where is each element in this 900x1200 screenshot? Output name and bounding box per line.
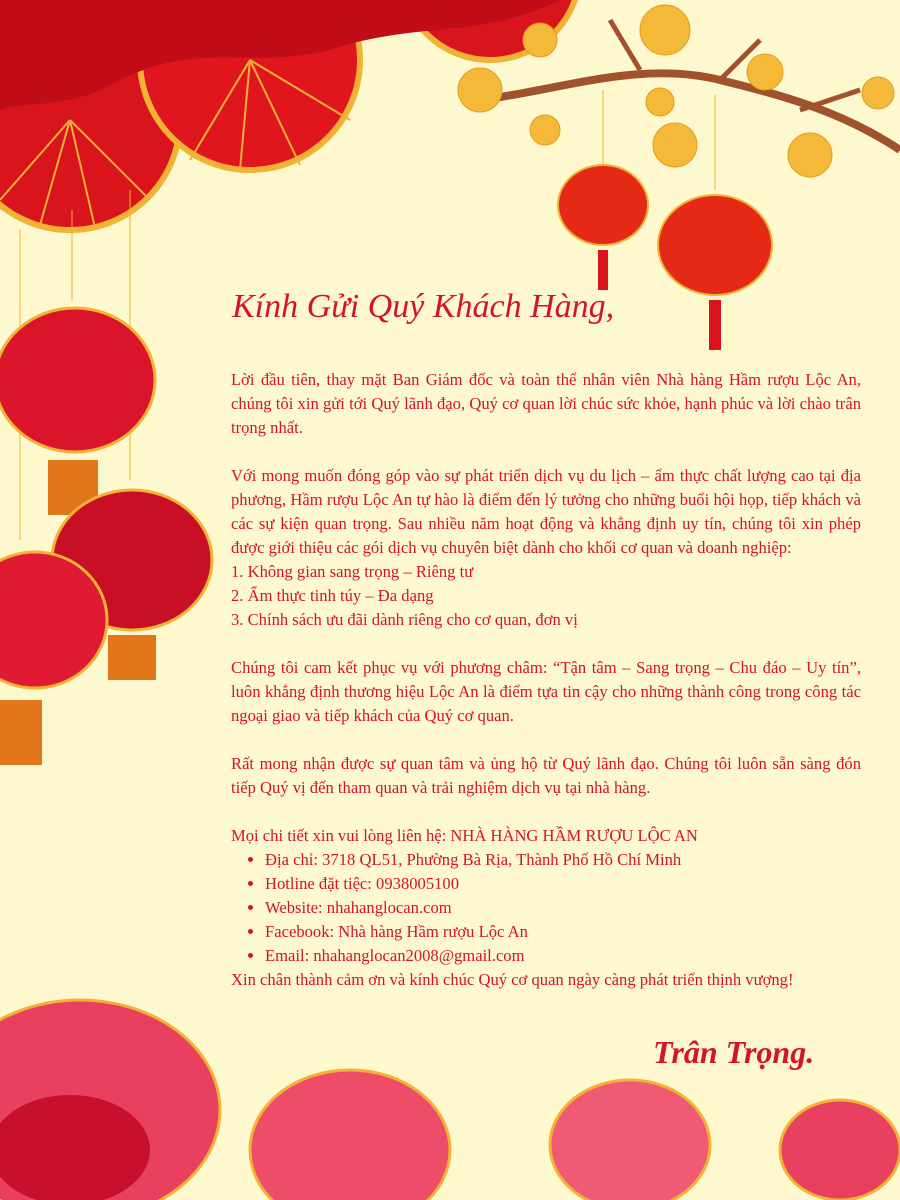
contact-address: • Địa chỉ: 3718 QL51, Phường Bà Rịa, Thành Phố Hồ Chí Minh (265, 848, 861, 872)
service-item: 2. Ẩm thực tinh túy – Đa dạng (231, 586, 434, 605)
service-item: 3. Chính sách ưu đãi dành riêng cho cơ quan, đơn vị (231, 610, 578, 629)
intro-paragraph: Lời đầu tiên, thay mặt Ban Giám đốc và toàn thể nhân viên Nhà hàng Hầm rượu Lộc An, chúng tôi xin gửi tới Quý lãnh đạo, Quý cơ quan lời chúc sức khỏe, hạnh phúc và lời chào trân trọng nhất. (231, 370, 861, 437)
contact-facebook: • Facebook: Nhà hàng Hầm rượu Lộc An (265, 920, 861, 944)
service-item: 1. Không gian sang trọng – Riêng tư (231, 562, 474, 581)
contact-hotline: • Hotline đặt tiệc: 0938005100 (265, 872, 861, 896)
lantern-cluster-icon (0, 190, 212, 765)
peony-flowers-icon (0, 1000, 900, 1200)
fan-decoration (0, 0, 580, 230)
signature: Trân Trọng. (653, 1034, 815, 1070)
contact-email: • Email: nhahanglocan2008@gmail.com (265, 944, 861, 968)
closing-line: Xin chân thành cảm ơn và kính chúc Quý cơ quan ngày càng phát triển thịnh vượng! (231, 970, 794, 989)
letter-salutation: Kính Gửi Quý Khách Hàng, (232, 288, 615, 325)
commitment-paragraph: Chúng tôi cam kết phục vụ với phương châm: “Tận tâm – Sang trọng – Chu đáo – Uy tín”, luôn khẳng định thương hiệu Lộc An là điểm tựa tin cậy cho những thành công trong công tác ngoại giao và tiếp khách của Quý cơ quan. (231, 658, 861, 725)
invitation-paragraph: Rất mong nhận được sự quan tâm và ủng hộ từ Quý lãnh đạo. Chúng tôi luôn sẵn sàng đón tiếp Quý vị đến tham quan và trải nghiệm dịch vụ tại nhà hàng. (231, 754, 861, 797)
contact-website: • Website: nhahanglocan.com (265, 896, 861, 920)
letter-body (231, 368, 861, 992)
contact-intro: Mọi chi tiết xin vui lòng liên hệ: NHÀ HÀNG HẦM RƯỢU LỘC AN (231, 826, 698, 845)
services-paragraph: Với mong muốn đóng góp vào sự phát triển dịch vụ du lịch – ẩm thực chất lượng cao tại địa phương, Hầm rượu Lộc An tự hào là điểm đến lý tưởng cho những buổi hội họp, tiếp khách và các sự kiện quan trọng. Sau nhiều năm hoạt động và khẳng định uy tín, chúng tôi xin phép được giới thiệu các gói dịch vụ chuyên biệt dành cho khối cơ quan và doanh nghiệp: (231, 466, 861, 557)
contact-list (231, 848, 861, 968)
